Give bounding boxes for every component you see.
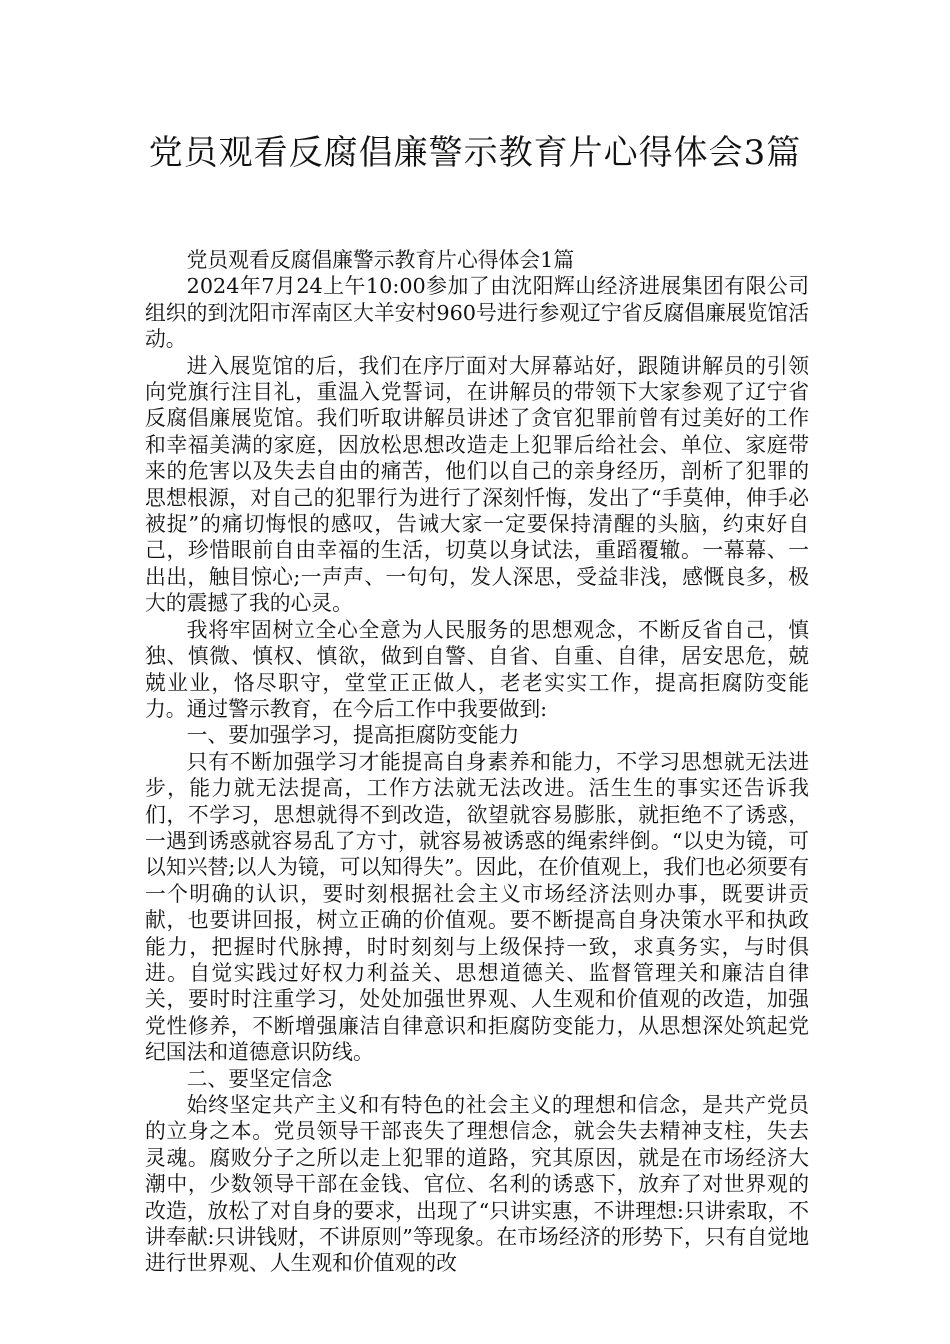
subtitle-paragraph: 党员观看反腐倡廉警示教育片心得体会1篇 [186,248,575,272]
body-paragraph: 始终坚定共产主义和有特色的社会主义的理想和信念，是共产党员的立身之本。党员领导干部丧失了理想信念，就会失去精神支柱，失去灵魂。腐败分子之所以走上犯罪的道路，究其原因，就是在市场经济大潮中，少数领导干部在金钱、官位、名利的诱惑下，放弃了对世界观的改造，放松了对自身的要求，出现了“只讲实惠，不讲理想:只讲索取，不讲奉献:只讲钱财，不讲原则”等现象。在市场经济的形势下，只有自觉地进行世界观、人生观和价值观的改 [145,1093,809,1276]
body-paragraph: 进入展览馆的后，我们在序厅面对大屏幕站好，跟随讲解员的引领向党旗行注目礼，重温入党誓词，在讲解员的带领下大家参观了辽宁省反腐倡廉展览馆。我们听取讲解员讲述了贪官犯罪前曾有过美好的工作和幸福美满的家庭，因放松思想改造走上犯罪后给社会、单位、家庭带来的危害以及失去自由的痛苦，他们以自己的亲身经历，剖析了犯罪的思想根源，对自己的犯罪行为进行了深刻忏悔，发出了“手莫伸，伸手必被捉”的痛切悔恨的感叹，告诫大家一定要保持清醒的头脑，约束好自己，珍惜眼前自由幸福的生活，切莫以身试法，重蹈覆辙。一幕幕、一出出，触目惊心;一声声、一句句，发人深思，受益非浅，感慨良多，极大的震撼了我的心灵。 [145,353,809,616]
section-heading: 一、要加强学习，提高拒腐防变能力 [186,723,520,748]
section-heading: 二、要坚定信念 [186,1066,333,1091]
body-paragraph: 2024年7月24上午10:00参加了由沈阳辉山经济进展集团有限公司组织的到沈阳市浑南区大羊安村960号进行参观辽宁省反腐倡廉展览馆活动。 [145,274,809,352]
body-paragraph: 只有不断加强学习才能提高自身素养和能力，不学习思想就无法进步，能力就无法提高，工作方法就无法改进。活生生的事实还告诉我们，不学习，思想就得不到改造，欲望就容易膨胀，就拒绝不了诱惑，一遇到诱惑就容易乱了方寸，就容易被诱惑的绳索绊倒。“以史为镜，可以知兴替;以人为镜，可以知得失”。因此，在价值观上，我们也必须要有一个明确的认识，要时刻根据社会主义市场经济法则办事，既要讲贡献，也要讲回报，树立正确的价值观。要不断提高自身决策水平和执政能力，把握时代脉搏，时时刻刻与上级保持一致，求真务实，与时俱进。自觉实践过好权力利益关、思想道德关、监督管理关和廉洁自律关，要时时注重学习，处处加强世界观、人生观和价值观的改造，加强党性修养，不断增强廉洁自律意识和拒腐防变能力，从思想深处筑起党纪国法和道德意识防线。 [145,749,809,1065]
body-paragraph: 我将牢固树立全心全意为人民服务的思想观念，不断反省自己，慎独、慎微、慎权、慎欲，做到自警、自省、自重、自律，居安思危，兢兢业业，恪尽职守，堂堂正正做人，老老实实工作，提高拒腐防变能力。通过警示教育，在今后工作中我要做到: [145,617,809,721]
document-title: 党员观看反腐倡廉警示教育片心得体会3篇 [148,133,802,173]
document-body [145,247,809,1277]
